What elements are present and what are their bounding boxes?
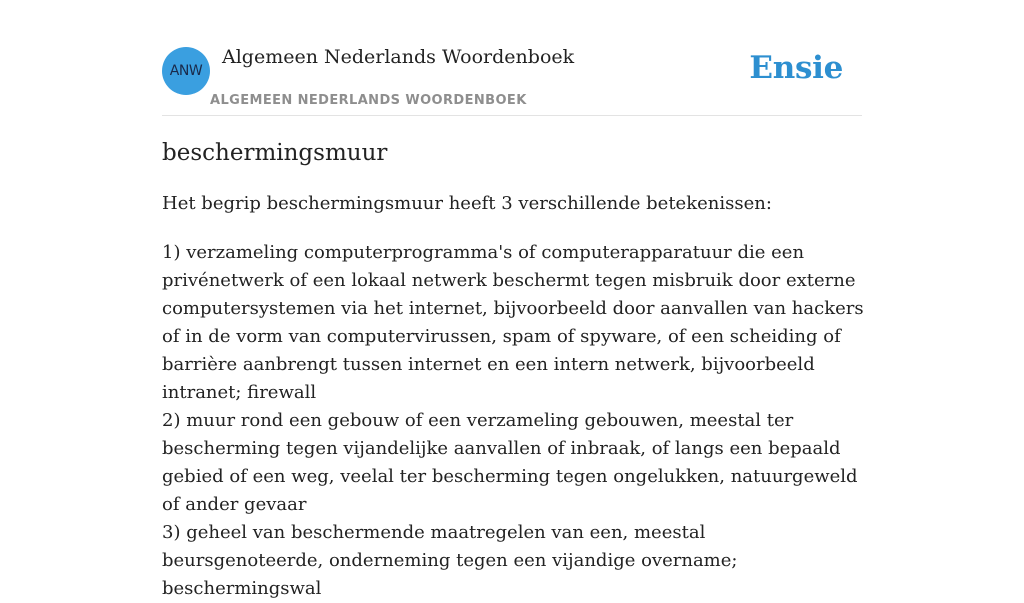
dictionary-title[interactable]: Algemeen Nederlands Woordenboek [222,46,575,68]
meaning-item: 2) muur rond een gebouw of een verzameling gebouwen, meestal ter bescherming tegen vijandelijke aanvallen of inbraak, of langs een bepaald gebied of een weg, veelal ter bescherming tegen ongelukken, natuurgeweld of ander gevaar [162,410,858,515]
ensie-brand-link[interactable]: Ensie [749,50,843,86]
term-title: beschermingsmuur [162,140,388,166]
meaning-item: 3) geheel van beschermende maatregelen van een, meestal beursgenoteerde, onderneming tegen een vijandige overname; beschermingswal [162,522,738,599]
meaning-item: 1) verzameling computerprogramma's of computerapparatuur die een privénetwerk of een lokaal netwerk beschermt tegen misbruik door externe computersystemen via het internet, bijvoorbeeld door aanvallen van hackers of in de vorm van computervirussen, spam of spyware, of een scheiding of barrière aanbrengt tussen internet en een intern netwerk, bijvoorbeeld intranet; firewall [162,242,864,403]
page-container [162,0,864,599]
meanings-list [162,239,867,603]
anw-logo-icon[interactable] [162,47,210,95]
dictionary-subtitle: ALGEMEEN NEDERLANDS WOORDENBOEK [210,93,527,108]
intro-text: Het begrip beschermingsmuur heeft 3 verschillende betekenissen: [162,193,772,214]
header [162,0,862,116]
logo-text: ANW [169,63,203,79]
